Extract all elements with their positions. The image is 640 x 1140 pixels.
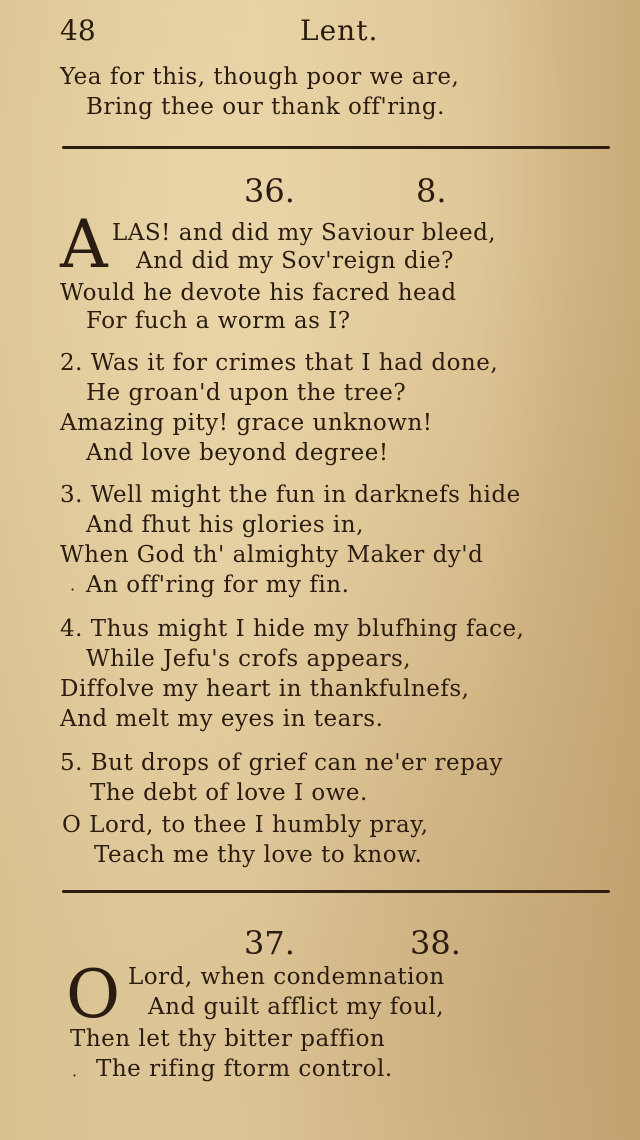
hymn-number: 37.	[244, 924, 295, 962]
verse-line: And love beyond degree!	[86, 440, 389, 466]
drop-cap: O	[66, 956, 121, 1033]
tune-number: 38.	[410, 924, 461, 962]
verse-line: 4. Thus might I hide my blufhing face,	[60, 616, 525, 642]
margin-mark: ·	[72, 1066, 78, 1085]
verse-line: While Jefu's crofs appears,	[86, 646, 412, 672]
verse-line: For fuch a worm as I?	[86, 308, 351, 334]
section-rule	[62, 146, 610, 149]
verse-line: Bring thee our thank off'ring.	[86, 94, 445, 120]
running-head: Lent.	[300, 14, 379, 47]
verse-line: Teach me thy love to know.	[94, 842, 423, 868]
page-number: 48	[60, 14, 96, 47]
drop-cap: A	[60, 206, 108, 283]
verse-line: Would he devote his facred head	[60, 280, 457, 306]
verse-line: And fhut his glories in,	[86, 512, 364, 538]
verse-line: Diffolve my heart in thankfulnefs,	[60, 676, 470, 702]
verse-line: LAS! and did my Saviour bleed,	[112, 220, 497, 246]
verse-line: And did my Sov'reign die?	[136, 248, 454, 274]
verse-line: 3. Well might the fun in darknefs hide	[60, 482, 521, 508]
verse-line: Lord, when condemnation	[128, 964, 445, 990]
section-rule	[62, 890, 610, 893]
verse-line: And melt my eyes in tears.	[60, 706, 384, 732]
verse-line: The rifing ftorm control.	[96, 1056, 393, 1082]
verse-line: Then let thy bitter paffion	[70, 1026, 386, 1052]
verse-line: An off'ring for my fin.	[86, 572, 350, 598]
verse-line: And guilt afflict my foul,	[148, 994, 445, 1020]
verse-line: He groan'd upon the tree?	[86, 380, 407, 406]
verse-line: 2. Was it for crimes that I had done,	[60, 350, 499, 376]
tune-number: 8.	[416, 172, 447, 210]
verse-line: Amazing pity! grace unknown!	[60, 410, 433, 436]
verse-line: 5. But drops of grief can ne'er repay	[60, 750, 504, 776]
verse-line: Yea for this, though poor we are,	[60, 64, 460, 90]
verse-line: The debt of love I owe.	[90, 780, 368, 806]
verse-line: When God th' almighty Maker dy'd	[60, 542, 484, 568]
margin-mark: ·	[70, 580, 76, 599]
verse-line: O Lord, to thee I humbly pray,	[62, 812, 429, 838]
hymn-number: 36.	[244, 172, 295, 210]
